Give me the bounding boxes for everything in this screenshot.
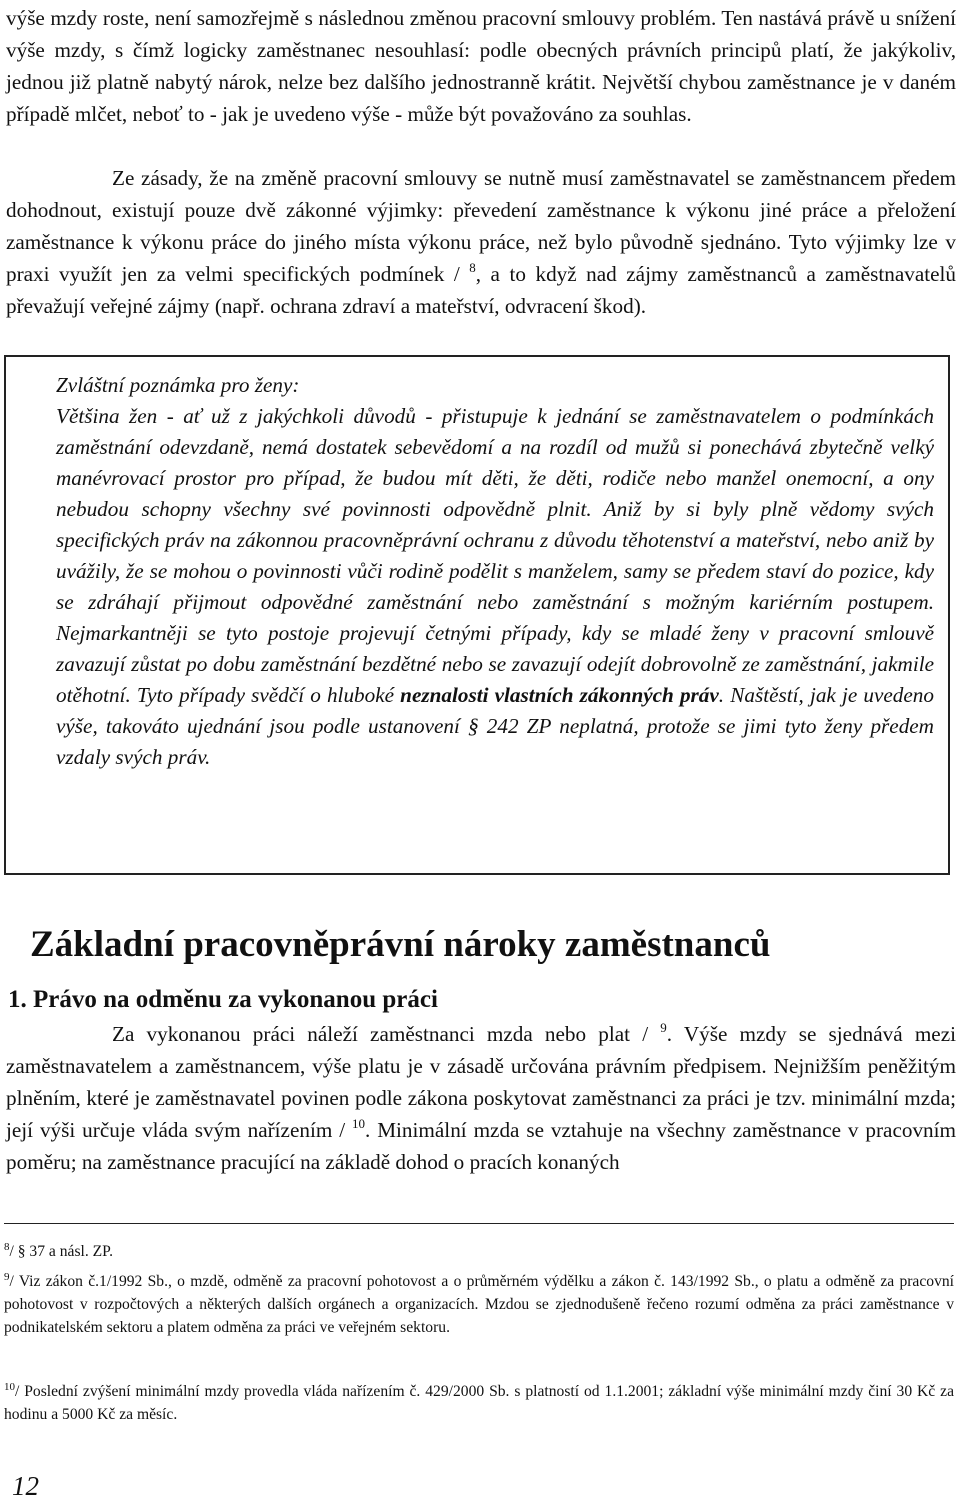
- exceptions-text-1: Ze zásady, že na změně pracovní smlouvy se nutně musí zaměstnavatel se zaměstnancem předem dohodnout, existují pouze dvě zákonné výjimky: převedení zaměstnance k výkonu jiné práce a přeložení zaměstnance k výkonu práce do jiného místa výkonu práce, než bylo původně sjednáno. Tyto výjimky lze v praxi využít jen za velmi specifických podmínek /: [6, 166, 956, 286]
- wage-paragraph: [6, 1018, 956, 1178]
- footnote-marker: 8: [4, 1241, 10, 1253]
- exceptions-text-2: , a to když nad zájmy zaměstnanců a zaměstnavatelů převažují veřejné zájmy (např. ochrana zdraví a mateřství, odvracení škod).: [6, 262, 956, 318]
- special-note-box: [4, 355, 950, 875]
- footnote-text: / § 37 a násl. ZP.: [9, 1243, 114, 1260]
- footnote-ref-9: 9: [660, 1020, 667, 1035]
- wage-text-1: Za vykonanou práci náleží zaměstnanci mzda nebo plat /: [112, 1022, 649, 1046]
- section-heading: Základní pracovněprávní nároky zaměstnanců: [30, 924, 771, 965]
- wage-text-3: . Minimální mzda se vztahuje na všechny zaměstnance v pracovním poměru; na zaměstnance pracující na základě dohod o pracích konaných: [6, 1118, 957, 1174]
- special-note-text-2: . Naštěstí, jak je uvedeno výše, takováto ujednání jsou podle ustanovení § 242 ZP neplatná, protože se jimi tyto ženy předem vzdaly svých práv.: [56, 683, 934, 769]
- page-number: 12: [12, 1471, 39, 1501]
- footnote-9: [4, 1270, 954, 1339]
- footnote-text: / Poslední zvýšení minimální mzdy provedla vláda nařízením č. 429/2000 Sb. s platností od 1.1.2001; základní výše minimální mzdy činí 30 Kč za hodinu a 5000 Kč za měsíc.: [4, 1383, 954, 1423]
- footnote-divider: [4, 1223, 954, 1224]
- special-note-text-1: Většina žen - ať už z jakýchkoli důvodů - přistupuje k jednání se zaměstnavatelem o podmínkách zaměstnání odevzdaně, nemá dostatek sebevědomí a na rozdíl od mužů si ponechává zbytečně velký manévrovací prostor pro případ, že budou mít děti, že děti, rodiče nebo manžel onemocní, a ony nebudou schopny všechny své povinnosti odpovědně plnit. Aniž by si byly plně vědomy svých specifických práv na zákonnou pracovněprávní ochranu z důvodu těhotenství a mateřství, nebo aniž by uvážily, že se mohou o povinnosti vůči rodině podělit s manželem, samy se předem staví do pozice, kdy se zdráhají přijmout odpovědné zaměstnání nebo zaměstnání s možným kariérním postupem. Nejmarkantněji se tyto postoje projevují četnými případy, kdy se mladé ženy v pracovní smlouvě zavazují zůstat po dobu zaměstnání bezdětné nebo se zavazují odejít dobrovolně ze zaměstnání, jakmile otěhotní. Tyto případy svědčí o hluboké: [56, 404, 934, 707]
- footnote-10: [4, 1380, 954, 1426]
- footnote-ref-8: 8: [469, 260, 476, 275]
- footnote-ref-10: 10: [352, 1116, 366, 1131]
- exceptions-paragraph: [6, 162, 956, 322]
- footnote-marker: 9: [4, 1271, 10, 1283]
- wage-text-2: . Výše mzdy se sjednává mezi zaměstnavatelem a zaměstnancem, výše platu je v zásadě určována právním předpisem. Nejnižším peněžitým plněním, které je zaměstnavatel povinen podle zákona poskytovat zaměstnanci za práci je tzv. minimální mzda; její výši určuje vláda svým nařízením /: [6, 1022, 956, 1142]
- continuation-text: výše mzdy roste, není samozřejmě s následnou změnou pracovní smlouvy problém. Ten nastává právě u snížení výše mzdy, s čímž logicky zaměstnanec nesouhlasí: podle obecných právních principů platí, že jakýkoliv, jednou již platně nabytý nárok, nelze bez dalšího jednostranně krátit. Největší chybou zaměstnance je v daném případě mlčet, neboť to - jak je uvedeno výše - může být považováno za souhlas.: [6, 6, 956, 126]
- footnote-8: [4, 1240, 954, 1263]
- special-note-body: [56, 401, 934, 773]
- footnote-marker: 10: [4, 1381, 15, 1393]
- special-note-title: Zvláštní poznámka pro ženy:: [56, 373, 300, 397]
- footnote-text: / Viz zákon č.1/1992 Sb., o mzdě, odměně za pracovní pohotovost a o průměrném výdělku a zákon č. 143/1992 Sb., o platu a odměně za pracovní pohotovost v rozpočtových a některých dalších orgánech a organizacích. Mzdou se zjednodušeně řečeno rozumí odměna za práci zaměstnance v podnikatelském sektoru a platem odměna za práci ve veřejném sektoru.: [4, 1273, 954, 1336]
- special-note-bold: neznalosti vlastních zákonných práv: [400, 683, 719, 707]
- subsection-heading: 1. Právo na odměnu za vykonanou práci: [8, 986, 438, 1013]
- continuation-paragraph: [6, 2, 956, 130]
